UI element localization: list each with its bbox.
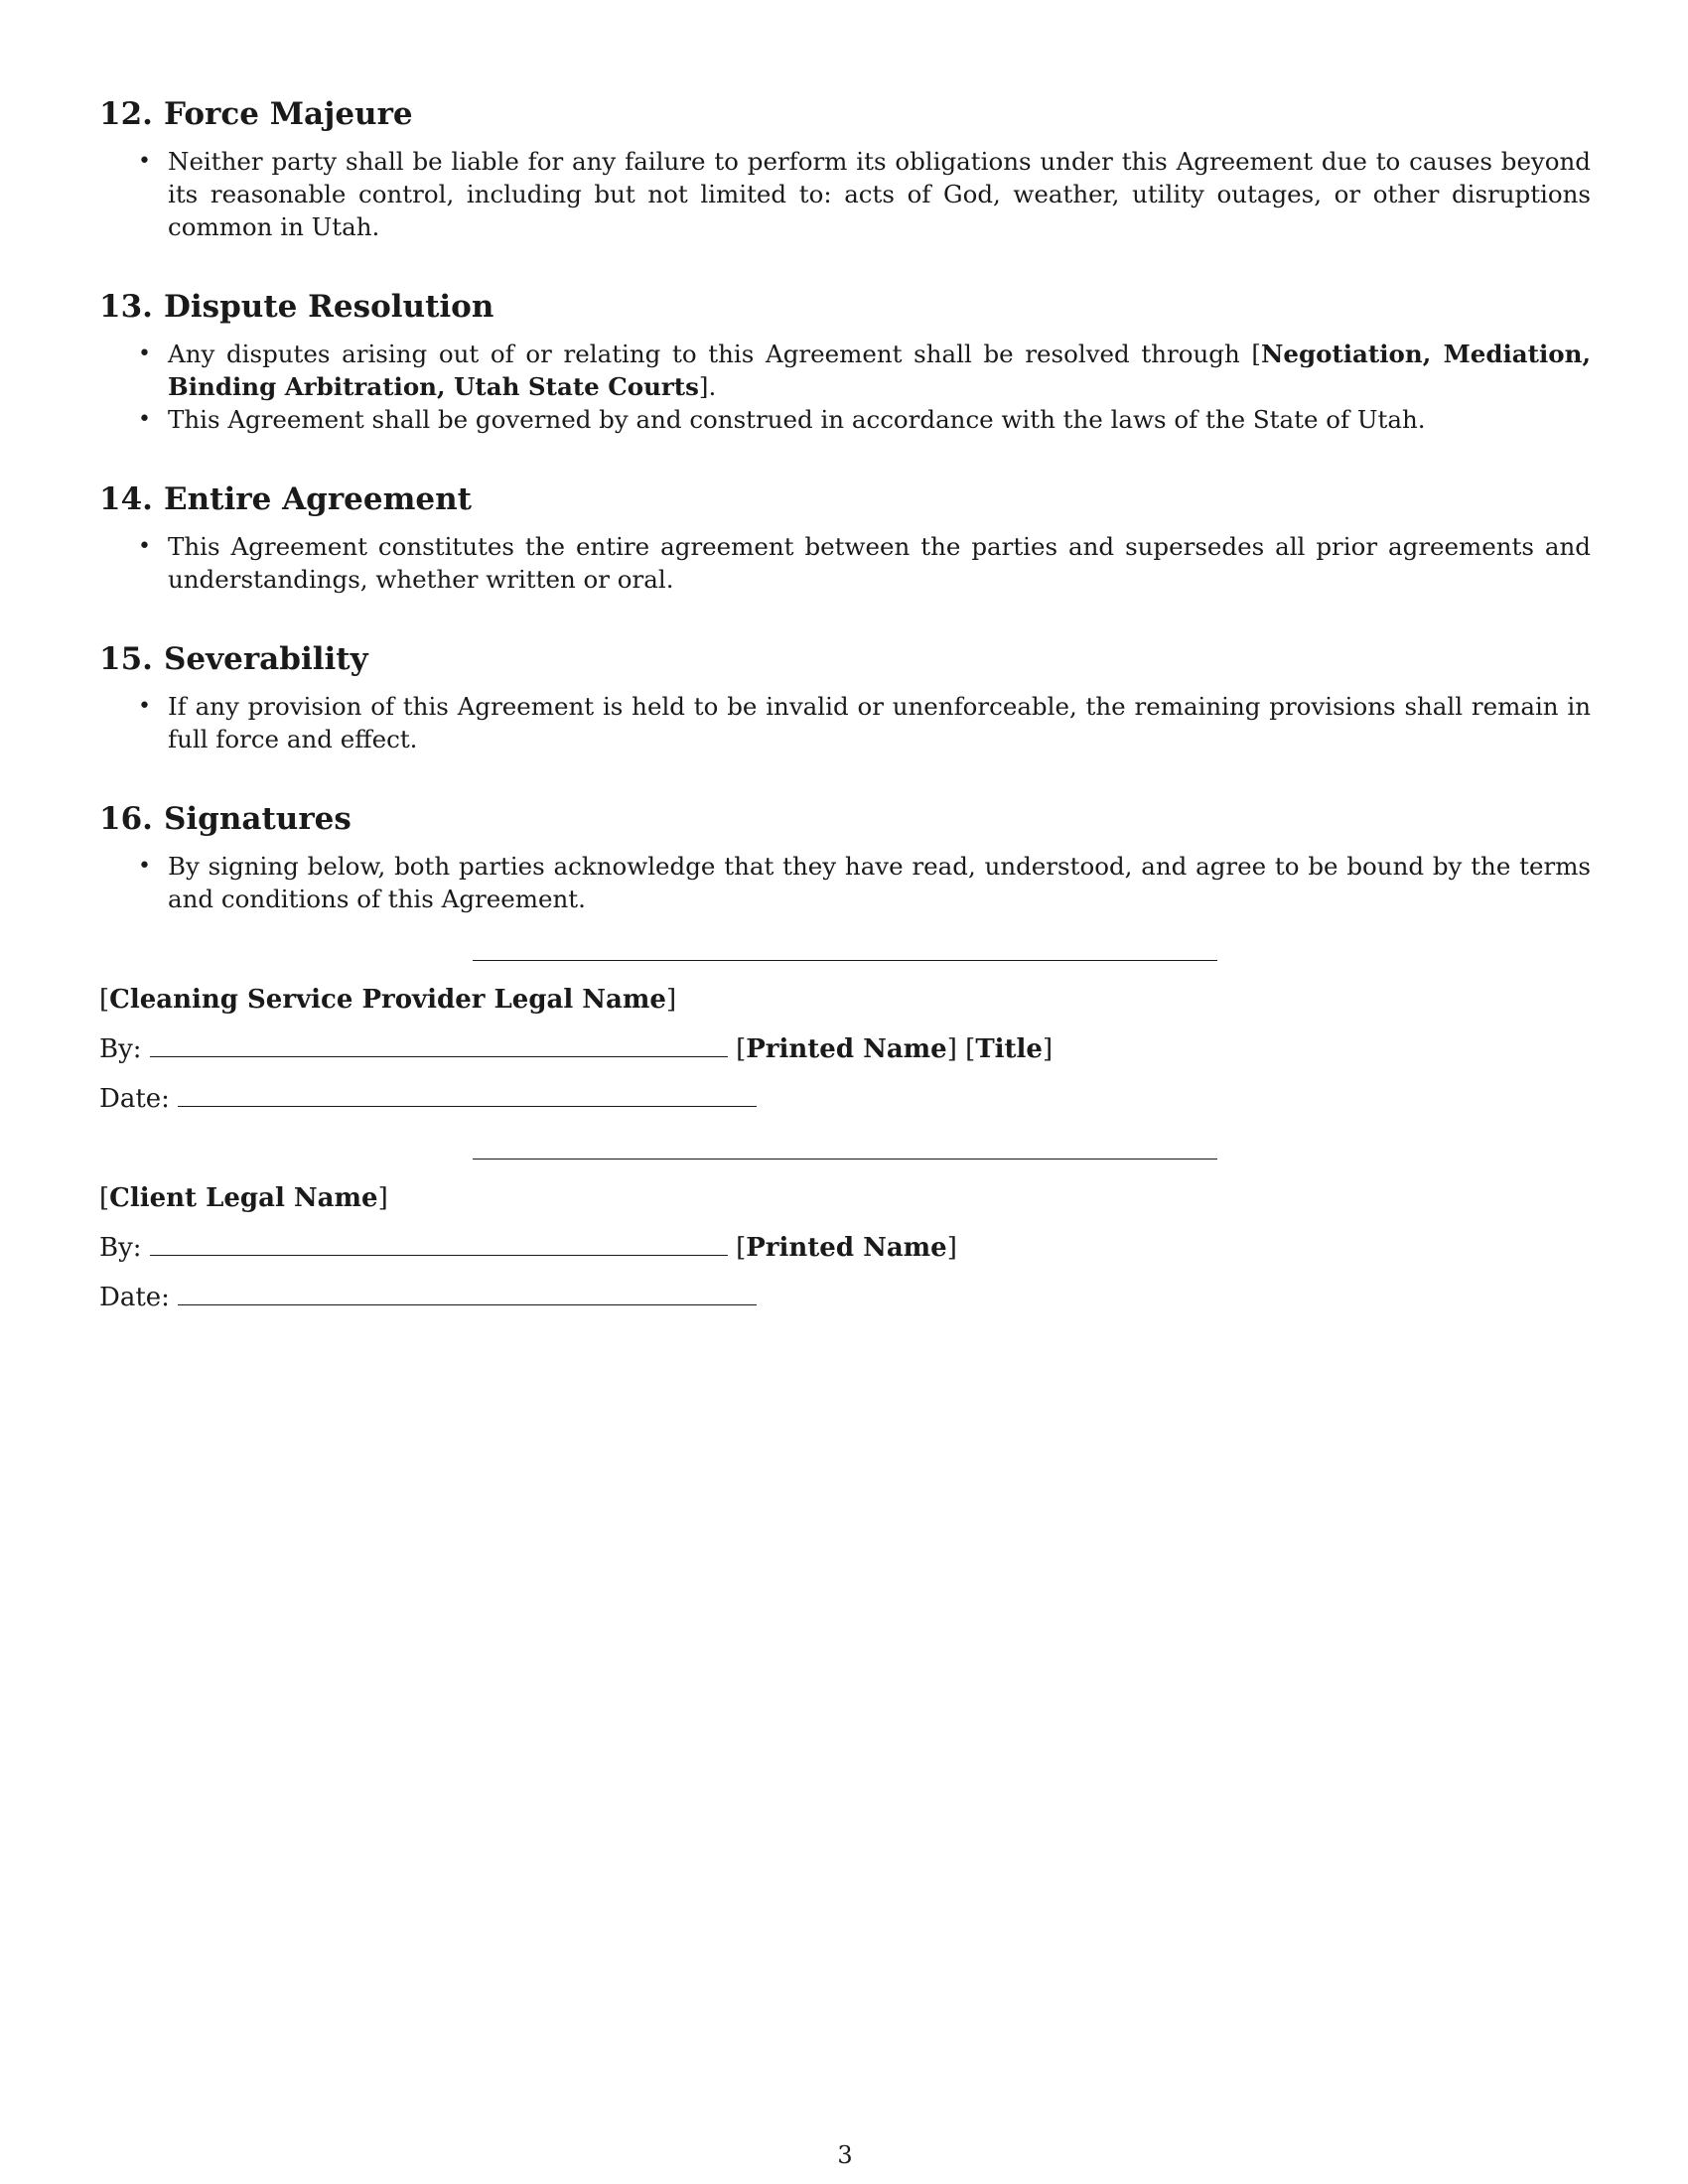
item-text: ]. [698, 372, 717, 401]
bullet-list [99, 850, 1591, 915]
client-party-name [99, 1180, 388, 1216]
list-item: • Neither party shall be liable for any failure to perform its obligations under this Agreement due to causes beyond its reasonable control, including but not limited to: acts of God, weather, utility outages, or other disruptions common in Utah. [99, 145, 1591, 243]
section-heading [99, 799, 1591, 839]
section-heading [99, 479, 1591, 519]
section-dispute-resolution [99, 287, 1591, 436]
page-number: 3 [837, 2141, 853, 2169]
section-title: Force Majeure [164, 96, 413, 132]
section-number: 13. [99, 289, 153, 325]
provider-party-name [99, 982, 676, 1018]
section-severability [99, 639, 1591, 755]
bracket: ] [946, 1233, 957, 1263]
bracket: [ [736, 1233, 747, 1263]
bullet-list [99, 690, 1591, 755]
list-item: • This Agreement constitutes the entire agreement between the parties and supersedes all prior agreements and understandings, whether written or oral. [99, 530, 1591, 596]
bracket: [ [99, 1183, 110, 1213]
date-field[interactable] [178, 1105, 757, 1107]
list-item: • This Agreement shall be governed by and construed in accordance with the laws of the State of Utah. [99, 403, 1591, 436]
section-number: 15. [99, 641, 153, 677]
provider-by-line [99, 1031, 1053, 1067]
section-title: Severability [164, 641, 368, 677]
signature-rule [473, 960, 1217, 961]
signature-rule [473, 1159, 1217, 1160]
section-force-majeure [99, 94, 1591, 243]
bracket: ] [377, 1183, 388, 1213]
section-number: 16. [99, 801, 153, 837]
list-item: • If any provision of this Agreement is held to be invalid or unenforceable, the remaining provisions shall remain in full force and effect. [99, 690, 1591, 755]
document-page [99, 0, 1591, 2184]
section-number: 12. [99, 96, 153, 132]
party-name-placeholder: Cleaning Service Provider Legal Name [109, 985, 666, 1015]
date-field[interactable] [178, 1303, 757, 1305]
date-label: Date: [99, 1283, 170, 1312]
printed-name-placeholder: Printed Name [746, 1034, 947, 1064]
bracket: [ [736, 1034, 747, 1064]
section-title: Entire Agreement [164, 481, 472, 517]
provider-date-line [99, 1081, 757, 1117]
bracket: [ [99, 985, 110, 1015]
by-label: By: [99, 1034, 142, 1064]
bracket: ] [946, 1034, 957, 1064]
client-by-line [99, 1230, 957, 1266]
section-heading [99, 287, 1591, 327]
date-label: Date: [99, 1084, 170, 1114]
party-name-placeholder: Client Legal Name [109, 1183, 378, 1213]
printed-name-placeholder: Printed Name [746, 1233, 947, 1263]
section-number: 14. [99, 481, 153, 517]
section-heading [99, 94, 1591, 134]
section-signatures [99, 799, 1591, 915]
signature-field[interactable] [150, 1055, 728, 1057]
bullet-list [99, 530, 1591, 596]
signature-field[interactable] [150, 1254, 728, 1256]
bracket: ] [665, 985, 677, 1015]
bracket: ] [1042, 1034, 1054, 1064]
section-title: Signatures [164, 801, 352, 837]
bullet-list [99, 145, 1591, 243]
list-item [99, 338, 1591, 403]
client-date-line [99, 1280, 757, 1315]
item-text: Any disputes arising out of or relating to this Agreement shall be resolved through [ [168, 340, 1261, 368]
bracket: [ [965, 1034, 976, 1064]
by-label: By: [99, 1233, 142, 1263]
dispute-options: Negotiation, Mediation, Binding Arbitration, Utah State Courts [168, 340, 1591, 401]
section-heading [99, 639, 1591, 679]
section-title: Dispute Resolution [164, 289, 494, 325]
list-item: • By signing below, both parties acknowledge that they have read, understood, and agree to be bound by the terms and conditions of this Agreement. [99, 850, 1591, 915]
bullet-list [99, 338, 1591, 436]
section-entire-agreement [99, 479, 1591, 596]
title-placeholder: Title [975, 1034, 1043, 1064]
